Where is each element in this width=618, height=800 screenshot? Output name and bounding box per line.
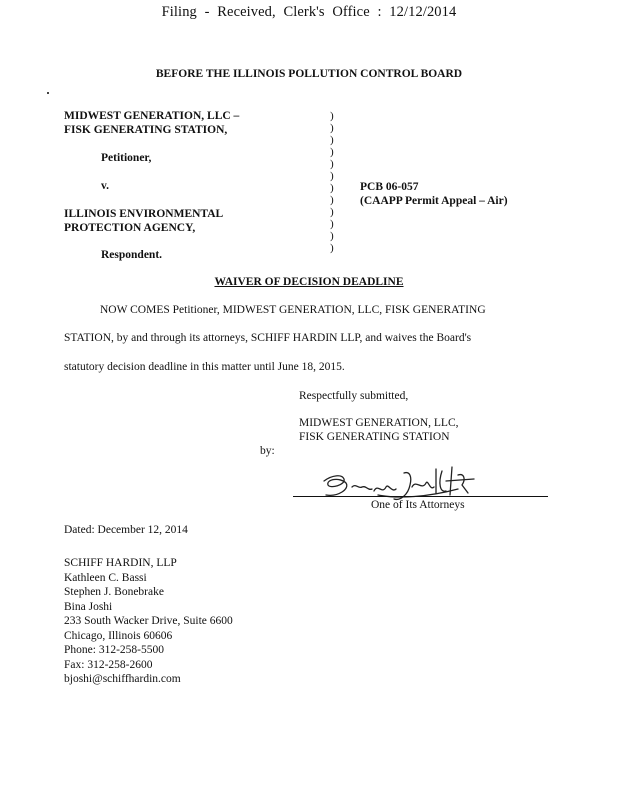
signer-caption: One of Its Attorneys <box>371 499 465 511</box>
address-city: Chicago, Illinois 60606 <box>64 629 173 642</box>
petitioner-label: Petitioner, <box>101 152 152 164</box>
versus-label: v. <box>101 180 109 192</box>
firm-name: SCHIFF HARDIN, LLP <box>64 557 177 569</box>
case-type: (CAAPP Permit Appeal – Air) <box>360 195 508 207</box>
date-line: Dated: December 12, 2014 <box>64 524 188 536</box>
signing-entity-line-1: MIDWEST GENERATION, LLC, <box>299 417 459 429</box>
filing-stamp: Filing - Received, Clerk's Office : 12/12/2014 <box>161 4 457 20</box>
attorney-name: Kathleen C. Bassi <box>64 571 147 584</box>
paren: ) <box>330 230 334 242</box>
attorney-name: Stephen J. Bonebrake <box>64 586 164 598</box>
signature-line <box>293 496 548 497</box>
respondent-label: Respondent. <box>101 249 163 261</box>
scan-speck <box>47 92 49 94</box>
paren: ) <box>330 170 334 182</box>
paren: ) <box>330 206 334 218</box>
caption-parentheses <box>330 110 334 254</box>
paren: ) <box>330 134 334 146</box>
paren: ) <box>330 146 334 158</box>
closing: Respectfully submitted, <box>299 390 409 402</box>
document-title: WAIVER OF DECISION DEADLINE <box>214 276 404 288</box>
body-line-2: STATION, by and through its attorneys, SCHIFF HARDIN LLP, and waives the Board's <box>64 332 472 344</box>
paren: ) <box>330 218 334 230</box>
respondent-name-line-1: ILLINOIS ENVIRONMENTAL <box>64 208 224 220</box>
paren: ) <box>330 158 334 170</box>
paren: ) <box>330 194 334 206</box>
body-line-3: statutory decision deadline in this matter until June 18, 2015. <box>64 361 345 373</box>
petitioner-name-line-2: FISK GENERATING STATION, <box>64 124 228 136</box>
paren: ) <box>330 122 334 134</box>
attorney-name: Bina Joshi <box>64 600 113 613</box>
fax: Fax: 312-258-2600 <box>64 658 153 671</box>
petitioner-name-line-1: MIDWEST GENERATION, LLC – <box>64 110 240 122</box>
body-line-1: NOW COMES Petitioner, MIDWEST GENERATION, LLC, FISK GENERATING <box>100 304 486 316</box>
signing-entity-line-2: FISK GENERATING STATION <box>299 431 450 443</box>
case-number: PCB 06-057 <box>360 181 419 193</box>
by-label: by: <box>260 445 275 457</box>
phone: Phone: 312-258-5500 <box>64 644 164 656</box>
paren: ) <box>330 110 334 122</box>
paren: ) <box>330 182 334 194</box>
attorney-block <box>64 556 233 687</box>
paren: ) <box>330 242 334 254</box>
address-street: 233 South Wacker Drive, Suite 6600 <box>64 615 233 627</box>
email: bjoshi@schiffhardin.com <box>64 673 181 685</box>
respondent-name-line-2: PROTECTION AGENCY, <box>64 222 196 234</box>
board-heading: BEFORE THE ILLINOIS POLLUTION CONTROL BOARD <box>155 68 463 80</box>
